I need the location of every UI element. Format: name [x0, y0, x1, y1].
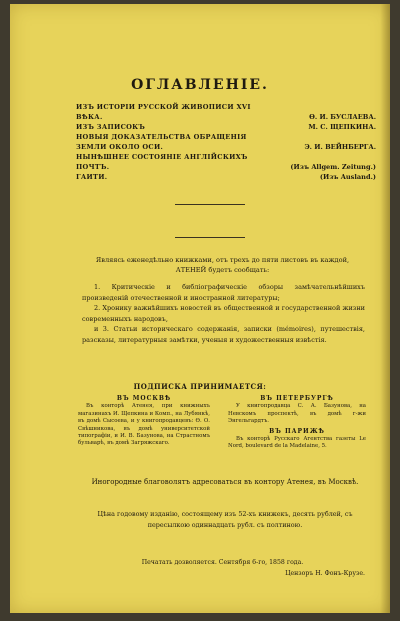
announcement-item: и 3. Статьи историческаго содержанія, записки (mémoires), путешествія, разсказы, литературныя замѣтки, ученыя и художественныя извѣстія. — [82, 325, 365, 344]
print-permit: Печатать дозволяется. Сентября 6-го, 1858 года. — [141, 559, 304, 566]
divider — [175, 237, 245, 238]
toc-entry-title: ПОЧТЪ. — [76, 163, 110, 171]
paris-text: Въ конторѣ Русскаго Агентства газеты Le Nord, boulevard de la Madelaine, 5. — [228, 436, 366, 450]
table-of-contents — [76, 102, 376, 182]
toc-entry-author: (Изъ Ausland.) — [319, 173, 376, 181]
toc-entry-author: Э. И. ВЕЙНБЕРГА. — [304, 143, 376, 151]
announcement-intro: Являясь еженедѣльно книжками, отъ трехъ до пяти листовъ въ каждой, АТЕНЕЙ будетъ сообщать: — [95, 256, 350, 274]
moscow-column — [78, 395, 210, 448]
provinces-note: Иногородные благоволятъ адресоваться въ контору Атенея, въ Москвѣ. — [91, 478, 359, 486]
toc-entry — [76, 152, 376, 162]
toc-entry-author: Ѳ. И. БУСЛАЕВА. — [309, 113, 376, 121]
toc-entry-title: ГАИТИ. — [76, 173, 108, 181]
petersburg-text: У книгопродавца С. А. Базунова, на Невскомъ проспектѣ, въ домѣ г-жи Энгельгардтъ. — [228, 403, 366, 425]
toc-entry-title: ВѢКА. — [76, 113, 103, 121]
moscow-label: ВЪ МОСКВѢ — [116, 395, 172, 402]
subscription-heading: ПОДПИСКА ПРИНИМАЕТСЯ: — [133, 382, 267, 391]
toc-entry-title: НЫНѢШНЕЕ СОСТОЯНІЕ АНГЛІЙСКИХЪ — [76, 153, 248, 161]
price-note: Цѣна годовому изданію, состоящему изъ 52-хъ книжекъ, десять рублей, съ пересылкою одиннадцать рубл. съ полтиною. — [97, 510, 353, 529]
toc-entry-title: ИЗЪ ЗАПИСОКЪ — [76, 123, 146, 131]
petersburg-paris-column — [228, 395, 366, 451]
toc-entry — [76, 162, 376, 172]
printing-imprint — [80, 558, 365, 579]
toc-entry — [76, 172, 376, 182]
toc-entry — [76, 112, 376, 122]
paris-label: ВЪ ПАРИЖѢ — [269, 427, 325, 435]
journal-back-cover — [10, 4, 390, 613]
announcement-items — [82, 282, 365, 345]
moscow-text: Въ конторѣ Атенея, при книжныхъ магазинахъ И. Щепкина и Комп., на Лубянкѣ, въ домѣ Сысоева, и у книгопродавцевъ: Ѳ. О. Свѣшникова, въ домѣ университетской типографіи, и И. В. Базунова, на Страстномъ бульварѣ, въ домѣ Загряжскаго. — [78, 403, 210, 447]
toc-entry — [76, 142, 376, 152]
toc-entry — [76, 122, 376, 132]
toc-entry-author: (Изъ Allgem. Zeitung.) — [290, 163, 376, 171]
toc-title: ОГЛАВЛЕНІЕ. — [131, 77, 269, 93]
toc-entry-title: ИЗЪ ИСТОРІИ РУССКОЙ ЖИВОПИСИ XVI — [76, 103, 251, 111]
censor-name: Цензоръ Н. Фонъ-Крузе. — [285, 569, 365, 577]
petersburg-label: ВЪ ПЕТЕРБУРГѢ — [260, 395, 334, 402]
toc-entry — [76, 132, 376, 142]
toc-entry-title: НОВЫЯ ДОКАЗАТЕЛЬСТВА ОБРАЩЕНІЯ — [76, 133, 247, 141]
announcement-item: 1. Критическіе и библіографическіе обзоры замѣчательнѣйшихъ произведеній отечественной и иностранной литературы; — [82, 283, 365, 302]
toc-entry-title: ЗЕМЛИ ОКОЛО ОСИ. — [76, 143, 164, 151]
announcement-item: 2. Хронику важнѣйшихъ новостей въ общественной и государственной жизни современныхъ народовъ, — [82, 304, 365, 323]
divider — [175, 204, 245, 205]
toc-entry-author: М. С. ЩЕПКИНА. — [308, 123, 376, 131]
toc-entry — [76, 102, 376, 112]
